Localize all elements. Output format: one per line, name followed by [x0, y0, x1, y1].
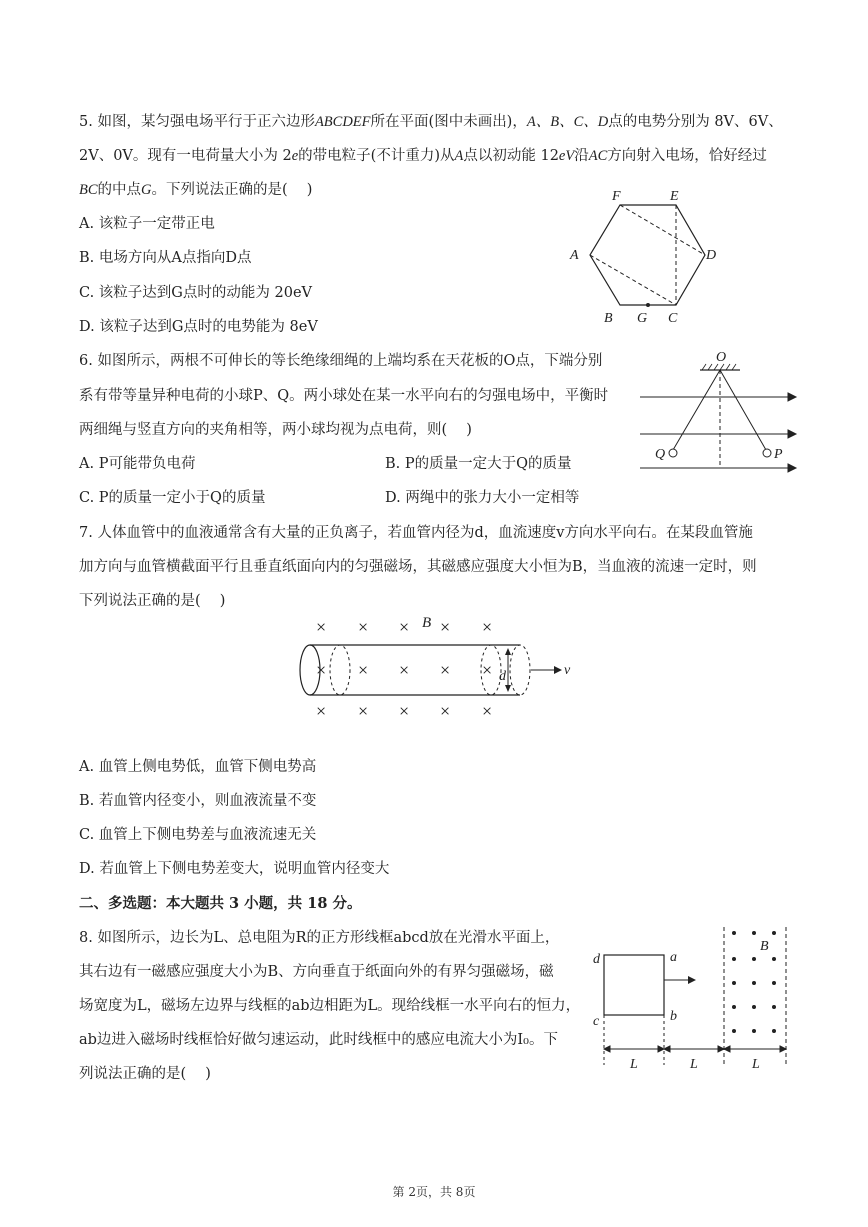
q7-stem-line3: 下列说法正确的是( ) [79, 593, 226, 609]
hex-label-e: E [670, 189, 679, 204]
q6-stem-line1: 6. 如图所示，两根不可伸长的等长绝缘细绳的上端均系在天花板的O点，下端分别 [79, 353, 603, 369]
coil-field-figure [590, 925, 790, 1075]
svg-text:×: × [482, 617, 493, 637]
hexagon-figure [560, 189, 740, 355]
vessel-label-v: v [564, 663, 571, 678]
pendulum-figure [640, 350, 800, 475]
q7-option-d[interactable]: D. 若血管上下侧电势差变大，说明血管内径变大 [79, 861, 390, 877]
section-heading-multiple-choice: 二、多选题：本大题共 3 小题，共 18 分。 [79, 895, 362, 912]
dim-label-l2: L [690, 1057, 698, 1072]
q7-option-b[interactable]: B. 若血管内径变小，则血液流量不变 [79, 793, 317, 809]
svg-text:×: × [316, 660, 327, 680]
cross-row-bottom [316, 701, 492, 721]
coil-label-b: b [670, 1009, 677, 1024]
q8-stem-line2: 其右边有一磁感应强度大小为B、方向垂直于纸面向外的有界匀强磁场，磁 [79, 964, 554, 980]
q6-option-b[interactable]: B. P的质量一定大于Q的质量 [385, 456, 572, 472]
svg-text:×: × [316, 701, 327, 721]
hex-label-f: F [612, 189, 621, 204]
q7-stem-line2: 加方向与血管横截面平行且垂直纸面向内的匀强磁场，其磁感应强度大小恒为B，当血液的流速一定时，则 [79, 559, 757, 575]
svg-text:×: × [358, 701, 369, 721]
q6-option-d[interactable]: D. 两绳中的张力大小一定相等 [385, 490, 580, 506]
svg-text:×: × [399, 701, 410, 721]
svg-text:×: × [358, 617, 369, 637]
svg-text:×: × [399, 617, 410, 637]
pendulum-label-q: Q [655, 447, 666, 462]
q5-option-b[interactable]: B. 电场方向从A点指向D点 [79, 250, 252, 266]
coil-label-d: d [593, 952, 600, 967]
vessel-label-d: d [499, 669, 506, 684]
hex-label-b: B [604, 311, 613, 326]
q6-stem-line2: 系有带等量异种电荷的小球P、Q。两小球处在某一水平向右的匀强电场中，平衡时 [79, 388, 609, 404]
q5-option-c[interactable]: C. 该粒子达到G点时的动能为 20eV [79, 285, 312, 301]
coil-label-a: a [670, 950, 677, 965]
svg-text:×: × [440, 660, 451, 680]
svg-text:×: × [482, 660, 493, 680]
hex-label-c: C [668, 311, 678, 326]
q6-option-a[interactable]: A. P可能带负电荷 [79, 456, 196, 472]
pendulum-label-o: O [716, 350, 727, 365]
svg-text:×: × [440, 701, 451, 721]
q7-stem-line1: 7. 人体血管中的血液通常含有大量的正负离子，若血管内径为d，血流速度v方向水平向右。在某段血管施 [79, 525, 753, 541]
q5-option-a[interactable]: A. 该粒子一定带正电 [79, 216, 215, 232]
svg-text:×: × [440, 617, 451, 637]
q8-stem-line5: 列说法正确的是( ) [79, 1066, 211, 1082]
q7-option-a[interactable]: A. 血管上侧电势低，血管下侧电势高 [79, 759, 317, 775]
q6-stem-line3: 两细绳与竖直方向的夹角相等，两小球均视为点电荷，则( ) [79, 422, 472, 438]
cross-row-middle [316, 660, 492, 680]
coil-label-c: c [593, 1014, 600, 1029]
svg-text:×: × [399, 660, 410, 680]
svg-text:×: × [358, 660, 369, 680]
svg-text:×: × [482, 701, 493, 721]
q5-stem-line2: 2V、0V。现有一电荷量大小为 2e的带电粒子(不计重力)从A点以初动能 12eV沿AC方向射入电场，恰好经过 [79, 148, 767, 164]
q6-option-c[interactable]: C. P的质量一定小于Q的质量 [79, 490, 266, 506]
q5-option-d[interactable]: D. 该粒子达到G点时的电势能为 8eV [79, 319, 318, 335]
hex-label-d: D [706, 248, 717, 263]
hex-label-g: G [637, 311, 648, 326]
field-label-b: B [760, 939, 769, 954]
q5-stem-line1: 5. 如图，某匀强电场平行于正六边形ABCDEF所在平面(图中未画出)，A、B、C、D点的电势分别为 8V、6V、 [79, 114, 783, 130]
cross-row-top [316, 617, 492, 637]
q7-option-c[interactable]: C. 血管上下侧电势差与血液流速无关 [79, 827, 317, 843]
dim-label-l1: L [630, 1057, 638, 1072]
svg-text:×: × [316, 617, 327, 637]
q5-stem-line3: BC的中点G。下列说法正确的是( ) [79, 182, 313, 198]
hex-label-a: A [570, 248, 579, 263]
q8-stem-line4: ab边进入磁场时线框恰好做匀速运动，此时线框中的感应电流大小为I₀。下 [79, 1032, 558, 1048]
vessel-label-b: B [422, 615, 432, 631]
q8-stem-line3: 场宽度为L，磁场左边界与线框的ab边相距为L。现给线框一水平向右的恒力， [79, 998, 581, 1014]
page-footer: 第 2页，共 8页 [392, 1185, 476, 1199]
pendulum-label-p: P [774, 447, 783, 462]
dim-label-l3: L [752, 1057, 760, 1072]
blood-vessel-figure [298, 615, 588, 725]
q8-stem-line1: 8. 如图所示，边长为L、总电阻为R的正方形线框abcd放在光滑水平面上， [79, 930, 560, 946]
